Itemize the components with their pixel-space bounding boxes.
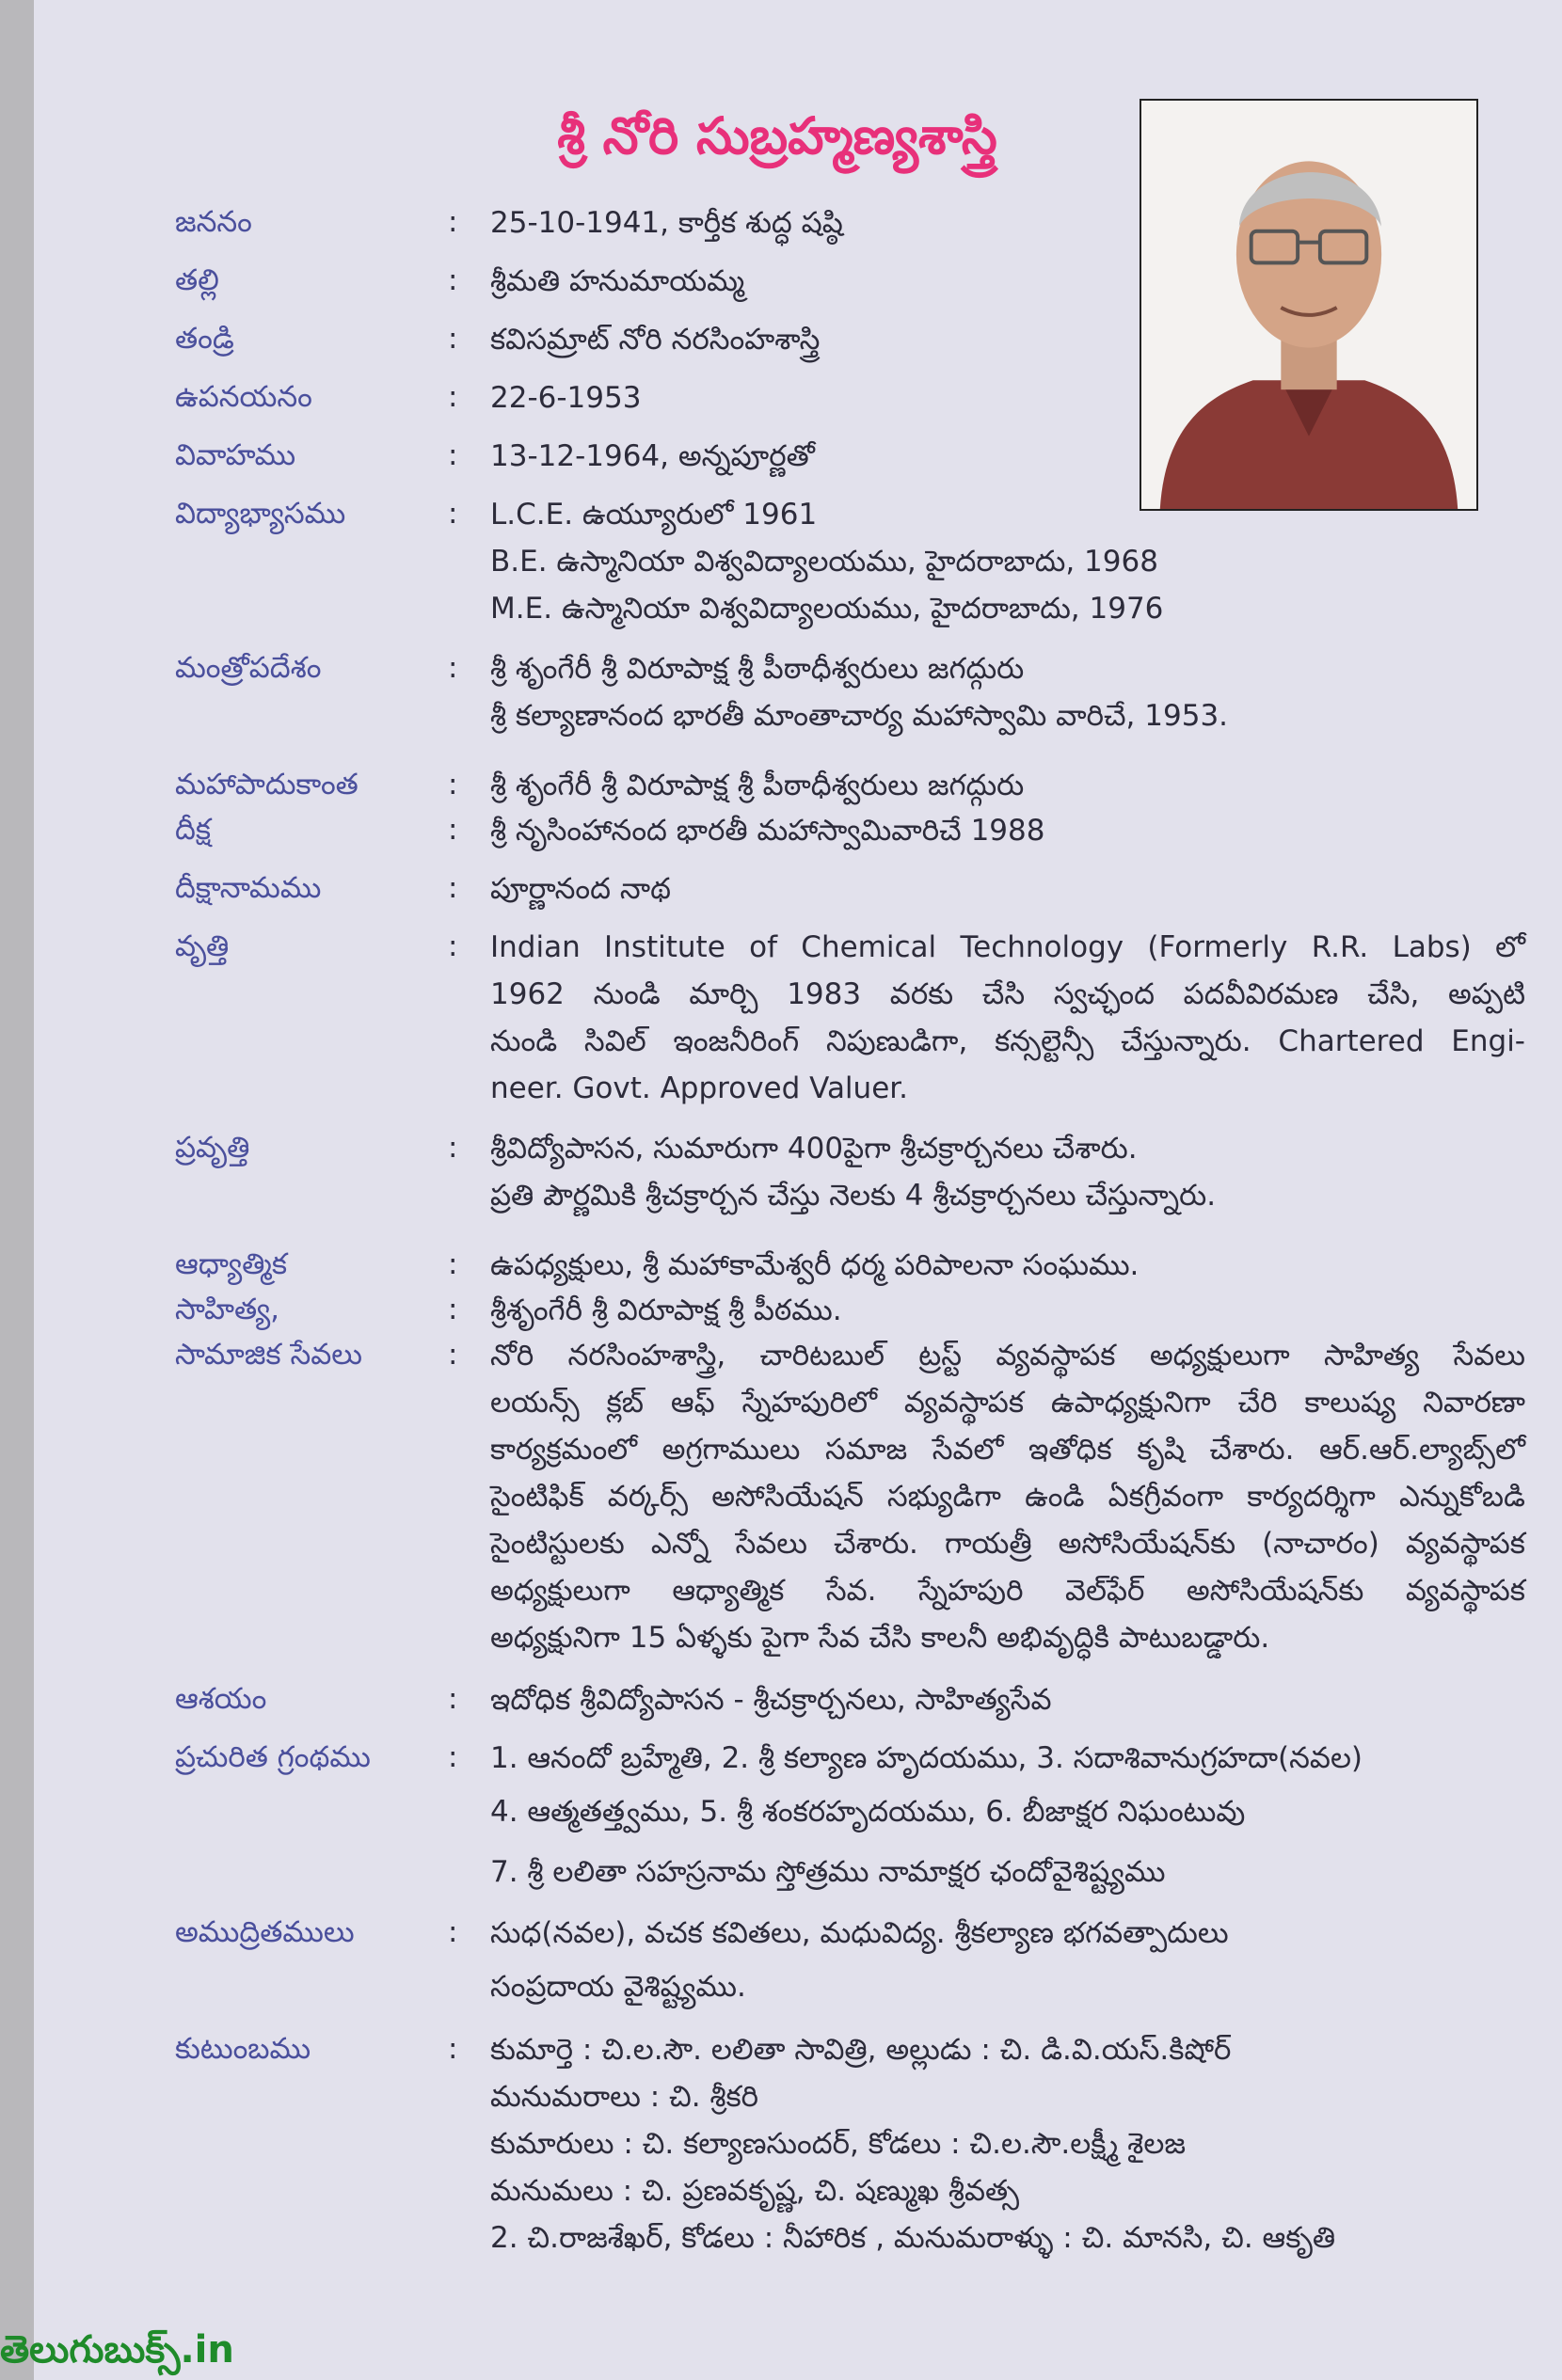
value-line: M.E. ఉస్మానియా విశ్వవిద్యాలయము, హైదరాబాదు, 1976 bbox=[490, 592, 1164, 626]
row-label: వృత్తి bbox=[175, 929, 230, 963]
row-value bbox=[490, 2026, 1335, 2261]
site-watermark: తెలుగుబుక్స్.in bbox=[0, 2328, 234, 2372]
colon-separator: : bbox=[448, 1740, 458, 1774]
value-line: neer. Govt. Approved Valuer. bbox=[490, 1071, 909, 1105]
value-line: సంప్రదాయ వైశిష్ట్యము. bbox=[490, 1970, 746, 2004]
value-line: L.C.E. ఉయ్యూరులో 1961 bbox=[490, 498, 818, 532]
colon-separator: : bbox=[448, 380, 458, 414]
row-label: విద్యాభ్యాసము bbox=[175, 497, 346, 531]
row-value bbox=[490, 1125, 1216, 1219]
value-line: 1. ఆనందో బ్రహ్మేతి, 2. శ్రీ కల్యాణ హృదయము, 3. సదాశివానుగ్రహదా(నవల) bbox=[490, 1741, 1363, 1775]
colon-separator: : bbox=[448, 1131, 458, 1165]
colon-separator: : bbox=[448, 651, 458, 685]
value-line: సైంటిస్టులకు ఎన్నో సేవలు చేశారు. గాయత్రీ అసోసియేషన్‌కు (నాచారం) వ్యవస్థాపక bbox=[490, 1527, 1525, 1561]
row-value bbox=[490, 1735, 1363, 1902]
colon-separator: : bbox=[448, 929, 458, 963]
row-label: కుటుంబము bbox=[175, 2032, 311, 2066]
value-line: 2. చి.రాజశేఖర్, కోడలు : నీహారిక , మనుమరాళ్ళు : చి. మానసి, చి. ఆకృతి bbox=[490, 2221, 1336, 2255]
colon-separator: : bbox=[448, 1915, 458, 1949]
row-label: ఉపనయనం bbox=[175, 380, 312, 414]
portrait-photo bbox=[1140, 99, 1478, 511]
colon-separator: : bbox=[448, 871, 458, 905]
value-line: శ్రీ నృసింహానంద భారతీ మహాస్వామివారిచే 1988 bbox=[490, 814, 1045, 848]
value-line: ప్రతి పౌర్ణమికి శ్రీచక్రార్చన చేస్తు నెలకు 4 శ్రీచక్రార్చనలు చేస్తున్నారు. bbox=[490, 1179, 1217, 1213]
value-line: శ్రీ శృంగేరీ శ్రీ విరూపాక్ష శ్రీ పీఠాధీశ్వరులు జగద్గురు bbox=[490, 652, 1025, 686]
row-value bbox=[490, 645, 1228, 739]
row-label: ఆశయం bbox=[175, 1682, 267, 1716]
colon-separator: : bbox=[448, 1293, 458, 1326]
value-line: నోరి నరసింహశాస్త్రి, చారిటబుల్ ట్రస్ట్ వ్యవస్థాపక అధ్యక్షులుగా సాహిత్య సేవలు bbox=[490, 1339, 1525, 1372]
value-line: శ్రీ కల్యాణానంద భారతీ మాంతాచార్య మహాస్వామి వారిచే, 1953. bbox=[490, 699, 1229, 733]
row-label: మంత్రోపదేశం bbox=[175, 651, 322, 685]
row-value bbox=[490, 1242, 1139, 1289]
colon-separator: : bbox=[448, 205, 458, 239]
row-label: దీక్షానామము bbox=[175, 871, 322, 905]
row-value bbox=[490, 316, 820, 363]
row-value bbox=[490, 865, 671, 912]
row-value bbox=[490, 762, 1024, 809]
row-label: తల్లి bbox=[175, 263, 219, 297]
row-value bbox=[490, 374, 641, 421]
value-line: కార్యక్రమంలో అగ్రగాములు సమాజ సేవలో ఇతోధిక కృషి చేశారు. ఆర్.ఆర్.ల్యాబ్స్‌లో bbox=[490, 1433, 1526, 1467]
value-line: నుండి సివిల్ ఇంజనీరింగ్ నిపుణుడిగా, కన్సల్టెన్సీ చేస్తున్నారు. Chartered Engi- bbox=[490, 1024, 1525, 1058]
value-line: శ్రీశృంగేరీ శ్రీ విరూపాక్ష శ్రీ పీఠము. bbox=[490, 1293, 842, 1327]
row-label: మహాపాదుకాంత bbox=[175, 768, 359, 801]
row-value bbox=[490, 1287, 842, 1334]
colon-separator: : bbox=[448, 768, 458, 801]
value-line: అధ్యక్షునిగా 15 ఏళ్ళకు పైగా సేవ చేసి కాలనీ అభివృద్ధికి పాటుబడ్డారు. bbox=[490, 1621, 1270, 1655]
colon-separator: : bbox=[448, 263, 458, 297]
value-line: శ్రీమతి హనుమాయమ్మ bbox=[490, 264, 745, 298]
row-label: సాహిత్య, bbox=[175, 1293, 280, 1326]
value-line: సైంటిఫిక్ వర్కర్స్ అసోసియేషన్ సభ్యుడిగా ఉండి ఏకగ్రీవంగా కార్యదర్శిగా ఎన్నుకోబడి bbox=[490, 1480, 1525, 1514]
colon-separator: : bbox=[448, 813, 458, 847]
row-label: సామాజిక సేవలు bbox=[175, 1338, 362, 1372]
value-line: కవిసమ్రాట్ నోరి నరసింహశాస్త్రి bbox=[490, 323, 821, 357]
colon-separator: : bbox=[448, 2032, 458, 2066]
colon-separator: : bbox=[448, 1338, 458, 1372]
value-line: 22-6-1953 bbox=[490, 381, 642, 415]
row-label: దీక్ష bbox=[175, 813, 212, 847]
value-line: లయన్స్ క్లబ్ ఆఫ్ స్నేహపురిలో వ్యవస్థాపక ఉపాధ్యక్షునిగా చేరి కాలుష్య నివారణా bbox=[490, 1386, 1525, 1420]
value-line: ఇదోధిక శ్రీవిద్యోపాసన - శ్రీచక్రార్చనలు, సాహిత్యసేవ bbox=[490, 1683, 1052, 1717]
portrait-figure bbox=[1141, 101, 1476, 509]
row-label: ప్రవృత్తి bbox=[175, 1131, 250, 1165]
value-line: 1962 నుండి మార్చి 1983 వరకు చేసి స్వచ్ఛంద పదవీవిరమణ చేసి, అప్పటి bbox=[490, 977, 1525, 1011]
row-value bbox=[490, 1676, 1052, 1723]
value-line: B.E. ఉస్మానియా విశ్వవిద్యాలయము, హైదరాబాదు, 1968 bbox=[490, 545, 1158, 579]
value-line: పూర్ణానంద నాథ bbox=[490, 872, 671, 906]
value-line: అధ్యక్షులుగా ఆధ్యాత్మిక సేవ. స్నేహపురి వెల్‌ఫేర్ అసోసియేషన్‌కు వ్యవస్థాపక bbox=[490, 1574, 1525, 1608]
value-line: 25-10-1941, కార్తీక శుద్ధ షష్ఠి bbox=[490, 206, 843, 240]
biography-page bbox=[34, 0, 1562, 2380]
value-line: ఉపధ్యక్షులు, శ్రీ మహాకామేశ్వరీ ధర్మ పరిపాలనా సంఘము. bbox=[490, 1248, 1140, 1282]
value-line: కుమార్తె : చి.ల.సౌ. లలితా సావిత్రి, అల్లుడు : చి. డి.వి.యస్.కిషోర్ bbox=[490, 2033, 1232, 2067]
colon-separator: : bbox=[448, 1682, 458, 1716]
row-label: జననం bbox=[175, 205, 252, 239]
colon-separator: : bbox=[448, 322, 458, 356]
row-value bbox=[490, 258, 744, 305]
row-label: ఆధ్యాత్మిక bbox=[175, 1247, 288, 1281]
value-line: సుధ(నవల), వచక కవితలు, మధువిద్య. శ్రీకల్యాణ భగవత్పాదులు bbox=[490, 1916, 1229, 1950]
value-line: శ్రీవిద్యోపాసన, సుమారుగా 400పైగా శ్రీచక్రార్చనలు చేశారు. bbox=[490, 1132, 1138, 1166]
row-label: వివాహము bbox=[175, 438, 296, 472]
row-value bbox=[490, 433, 815, 480]
row-value bbox=[490, 807, 1044, 854]
row-value bbox=[490, 924, 1525, 1112]
value-line: మనుమలు : చి. ప్రణవకృష్ణ, చి. షణ్ముఖ శ్రీవత్స bbox=[490, 2174, 1020, 2208]
row-value bbox=[490, 491, 1163, 632]
value-line: 7. శ్రీ లలితా సహస్రనామ స్తోత్రము నామాక్షర ఛందోవైశిష్ట్యము bbox=[490, 1855, 1166, 1889]
row-value bbox=[490, 1910, 1229, 2017]
colon-separator: : bbox=[448, 438, 458, 472]
value-line: శ్రీ శృంగేరీ శ్రీ విరూపాక్ష శ్రీ పీఠాధీశ్వరులు జగద్గురు bbox=[490, 769, 1025, 802]
value-line: మనుమరాలు : చి. శ్రీకరి bbox=[490, 2080, 759, 2114]
row-value bbox=[490, 1332, 1525, 1661]
colon-separator: : bbox=[448, 1247, 458, 1281]
row-value bbox=[490, 199, 843, 246]
value-line: 4. ఆత్మతత్త్వము, 5. శ్రీ శంకరహృదయము, 6. బీజాక్షర నిఘంటువు bbox=[490, 1795, 1246, 1829]
value-line: Indian Institute of Chemical Technology (Formerly R.R. Labs) లో bbox=[490, 930, 1525, 964]
colon-separator: : bbox=[448, 497, 458, 531]
page-title: శ్రీ నోరి సుబ్రహ్మణ్యశాస్త్రి bbox=[557, 106, 997, 166]
value-line: 13-12-1964, అన్నపూర్ణతో bbox=[490, 439, 815, 473]
row-label: ప్రచురిత గ్రంథము bbox=[175, 1740, 371, 1774]
row-label: అముద్రితములు bbox=[175, 1915, 355, 1949]
row-label: తండ్రి bbox=[175, 322, 234, 356]
value-line: కుమారులు : చి. కల్యాణసుందర్, కోడలు : చి.ల.సౌ.లక్ష్మీ శైలజ bbox=[490, 2127, 1186, 2161]
